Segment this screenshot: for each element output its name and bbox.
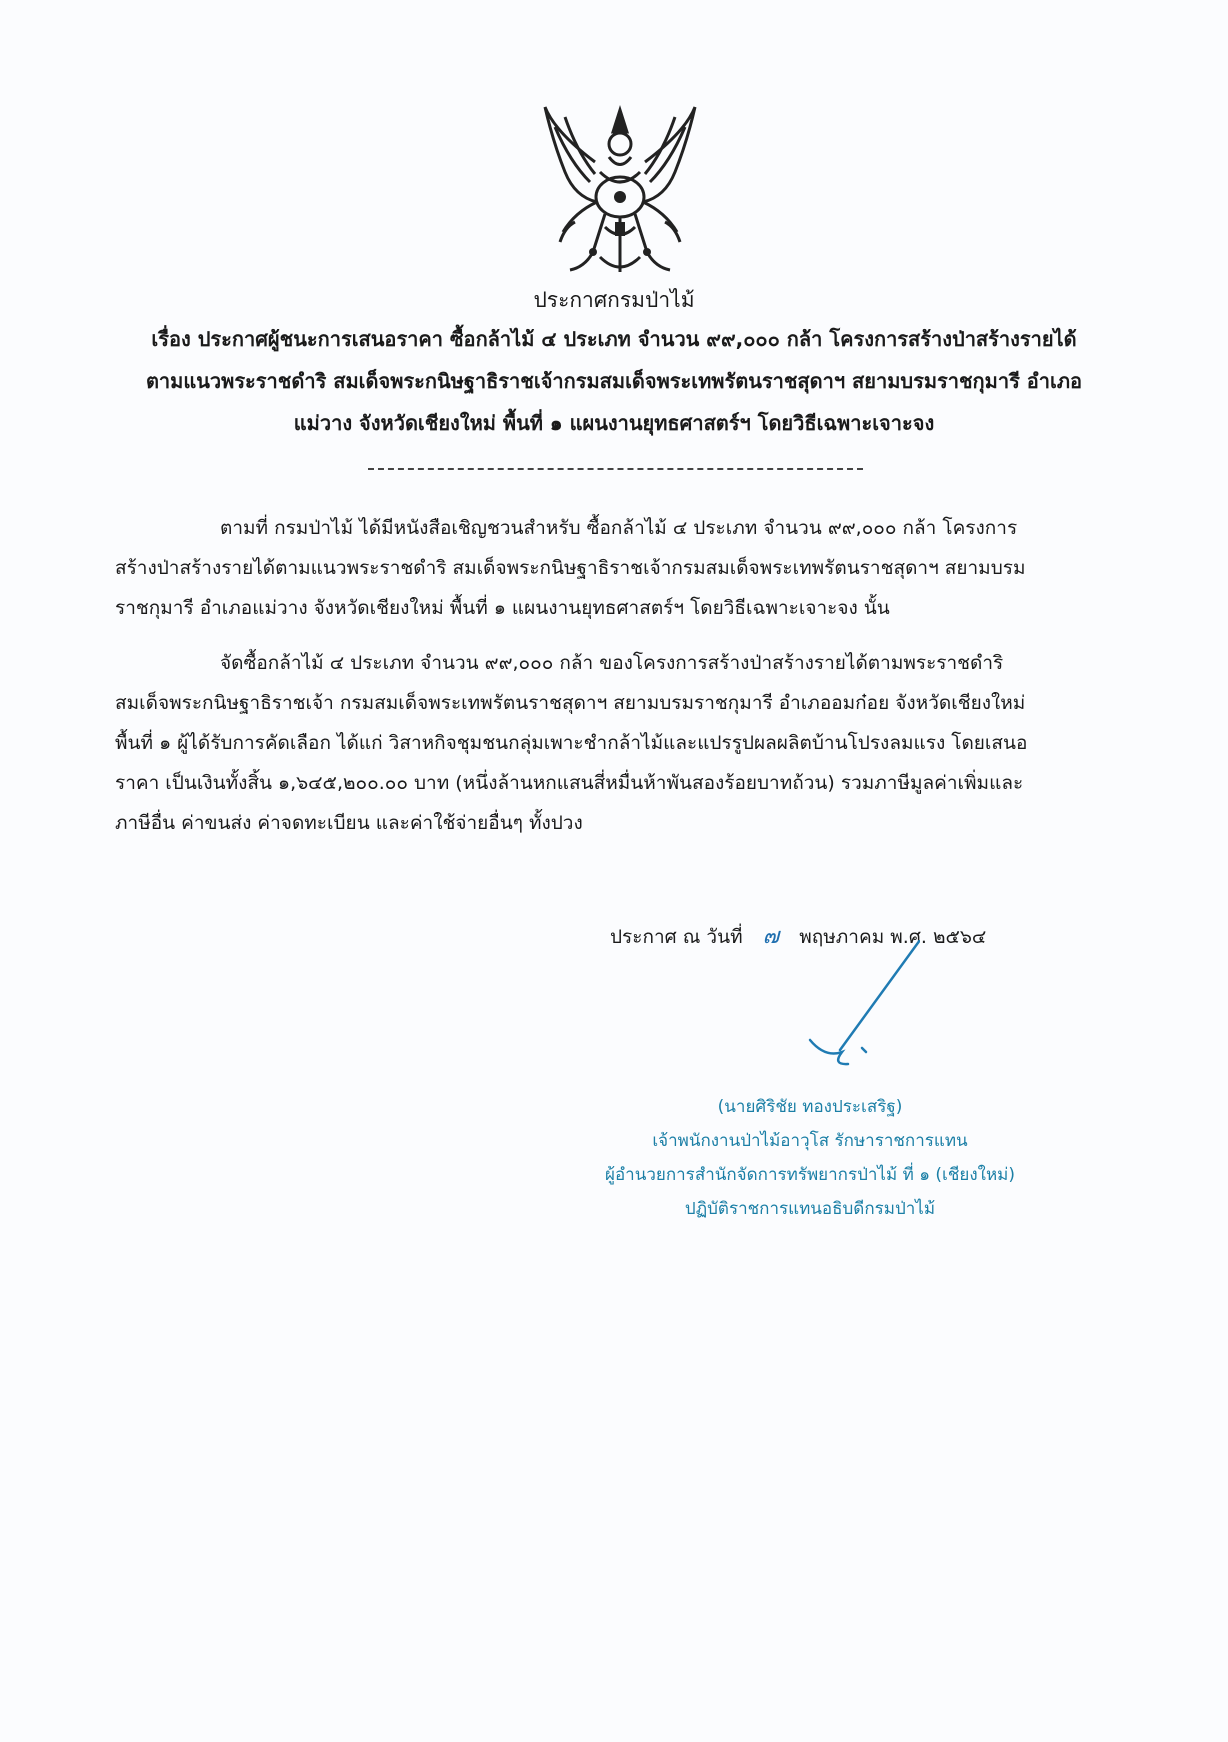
paragraph-2 bbox=[115, 643, 1095, 843]
subject bbox=[100, 318, 1128, 444]
garuda-emblem-icon bbox=[535, 102, 705, 282]
subject-line: ตามแนวพระราชดำริ สมเด็จพระกนิษฐาธิราชเจ้ากรมสมเด็จพระเทพรัตนราชสุดาฯ สยามบรมราชกุมารี อำเภอ bbox=[145, 369, 1083, 393]
date-month-year: พฤษภาคม พ.ศ. ๒๕๖๔ bbox=[799, 926, 987, 948]
signatory-position: เจ้าพนักงานป่าไม้อาวุโส รักษาราชการแทน bbox=[652, 1131, 968, 1151]
signatory-position: ปฏิบัติราชการแทนอธิบดีกรมป่าไม้ bbox=[684, 1199, 936, 1219]
paragraph-line: ตามที่ กรมป่าไม้ ได้มีหนังสือเชิญชวนสำหรับ ซื้อกล้าไม้ ๔ ประเภท จำนวน ๙๙,๐๐๐ กล้า โครงการ bbox=[220, 517, 1018, 539]
signatory-block bbox=[570, 1090, 1050, 1226]
signatory-name: (นายศิริชัย ทองประเสริฐ) bbox=[717, 1097, 903, 1117]
paragraph-line: สร้างป่าสร้างรายได้ตามแนวพระราชดำริ สมเด็จพระกนิษฐาธิราชเจ้ากรมสมเด็จพระเทพรัตนราชสุดาฯ สยามบรม bbox=[115, 557, 1026, 579]
paragraph-line: ภาษีอื่น ค่าขนส่ง ค่าจดทะเบียน และค่าใช้จ่ายอื่นๆ ทั้งปวง bbox=[115, 812, 583, 834]
subject-line: แม่วาง จังหวัดเชียงใหม่ พื้นที่ ๑ แผนงานยุทธศาสตร์ฯ โดยวิธีเฉพาะเจาะจง bbox=[293, 411, 935, 435]
paragraph-line: ราชกุมารี อำเภอแม่วาง จังหวัดเชียงใหม่ พื้นที่ ๑ แผนงานยุทธศาสตร์ฯ โดยวิธีเฉพาะเจาะจง นั้น bbox=[115, 597, 890, 619]
paragraph-line: สมเด็จพระกนิษฐาธิราชเจ้า กรมสมเด็จพระเทพรัตนราชสุดาฯ สยามบรมราชกุมารี อำเภออมก๋อย จังหวัดเชียงใหม่ bbox=[115, 692, 1026, 714]
signature-icon bbox=[770, 940, 920, 1090]
paragraph-line: จัดซื้อกล้าไม้ ๔ ประเภท จำนวน ๙๙,๐๐๐ กล้า ของโครงการสร้างป่าสร้างรายได้ตามพระราชดำริ bbox=[220, 652, 1004, 674]
date-day-handwritten: ๗ bbox=[762, 924, 780, 949]
divider bbox=[368, 468, 863, 470]
document-title: ประกาศกรมป่าไม้ bbox=[533, 288, 695, 312]
paragraph-line: ราคา เป็นเงินทั้งสิ้น ๑,๖๔๕,๒๐๐.๐๐ บาท (หนึ่งล้านหกแสนสี่หมื่นห้าพันสองร้อยบาทถ้วน) รวมภาษีมูลค่าเพิ่มและ bbox=[115, 772, 1024, 794]
paragraph-line: พื้นที่ ๑ ผู้ได้รับการคัดเลือก ได้แก่ วิสาหกิจชุมชนกลุ่มเพาะชำกล้าไม้และแปรรูปผลผลิตบ้านโปรงลมแรง โดยเสนอ bbox=[115, 732, 1028, 754]
signatory-position: ผู้อำนวยการสำนักจัดการทรัพยากรป่าไม้ ที่ ๑ (เชียงใหม่) bbox=[605, 1165, 1015, 1185]
date-prefix: ประกาศ ณ วันที่ bbox=[610, 926, 743, 948]
paragraph-1 bbox=[115, 508, 1095, 628]
subject-line: เรื่อง ประกาศผู้ชนะการเสนอราคา ซื้อกล้าไม้ ๔ ประเภท จำนวน ๙๙,๐๐๐ กล้า โครงการสร้างป่าสร้างรายได้ bbox=[151, 327, 1077, 351]
